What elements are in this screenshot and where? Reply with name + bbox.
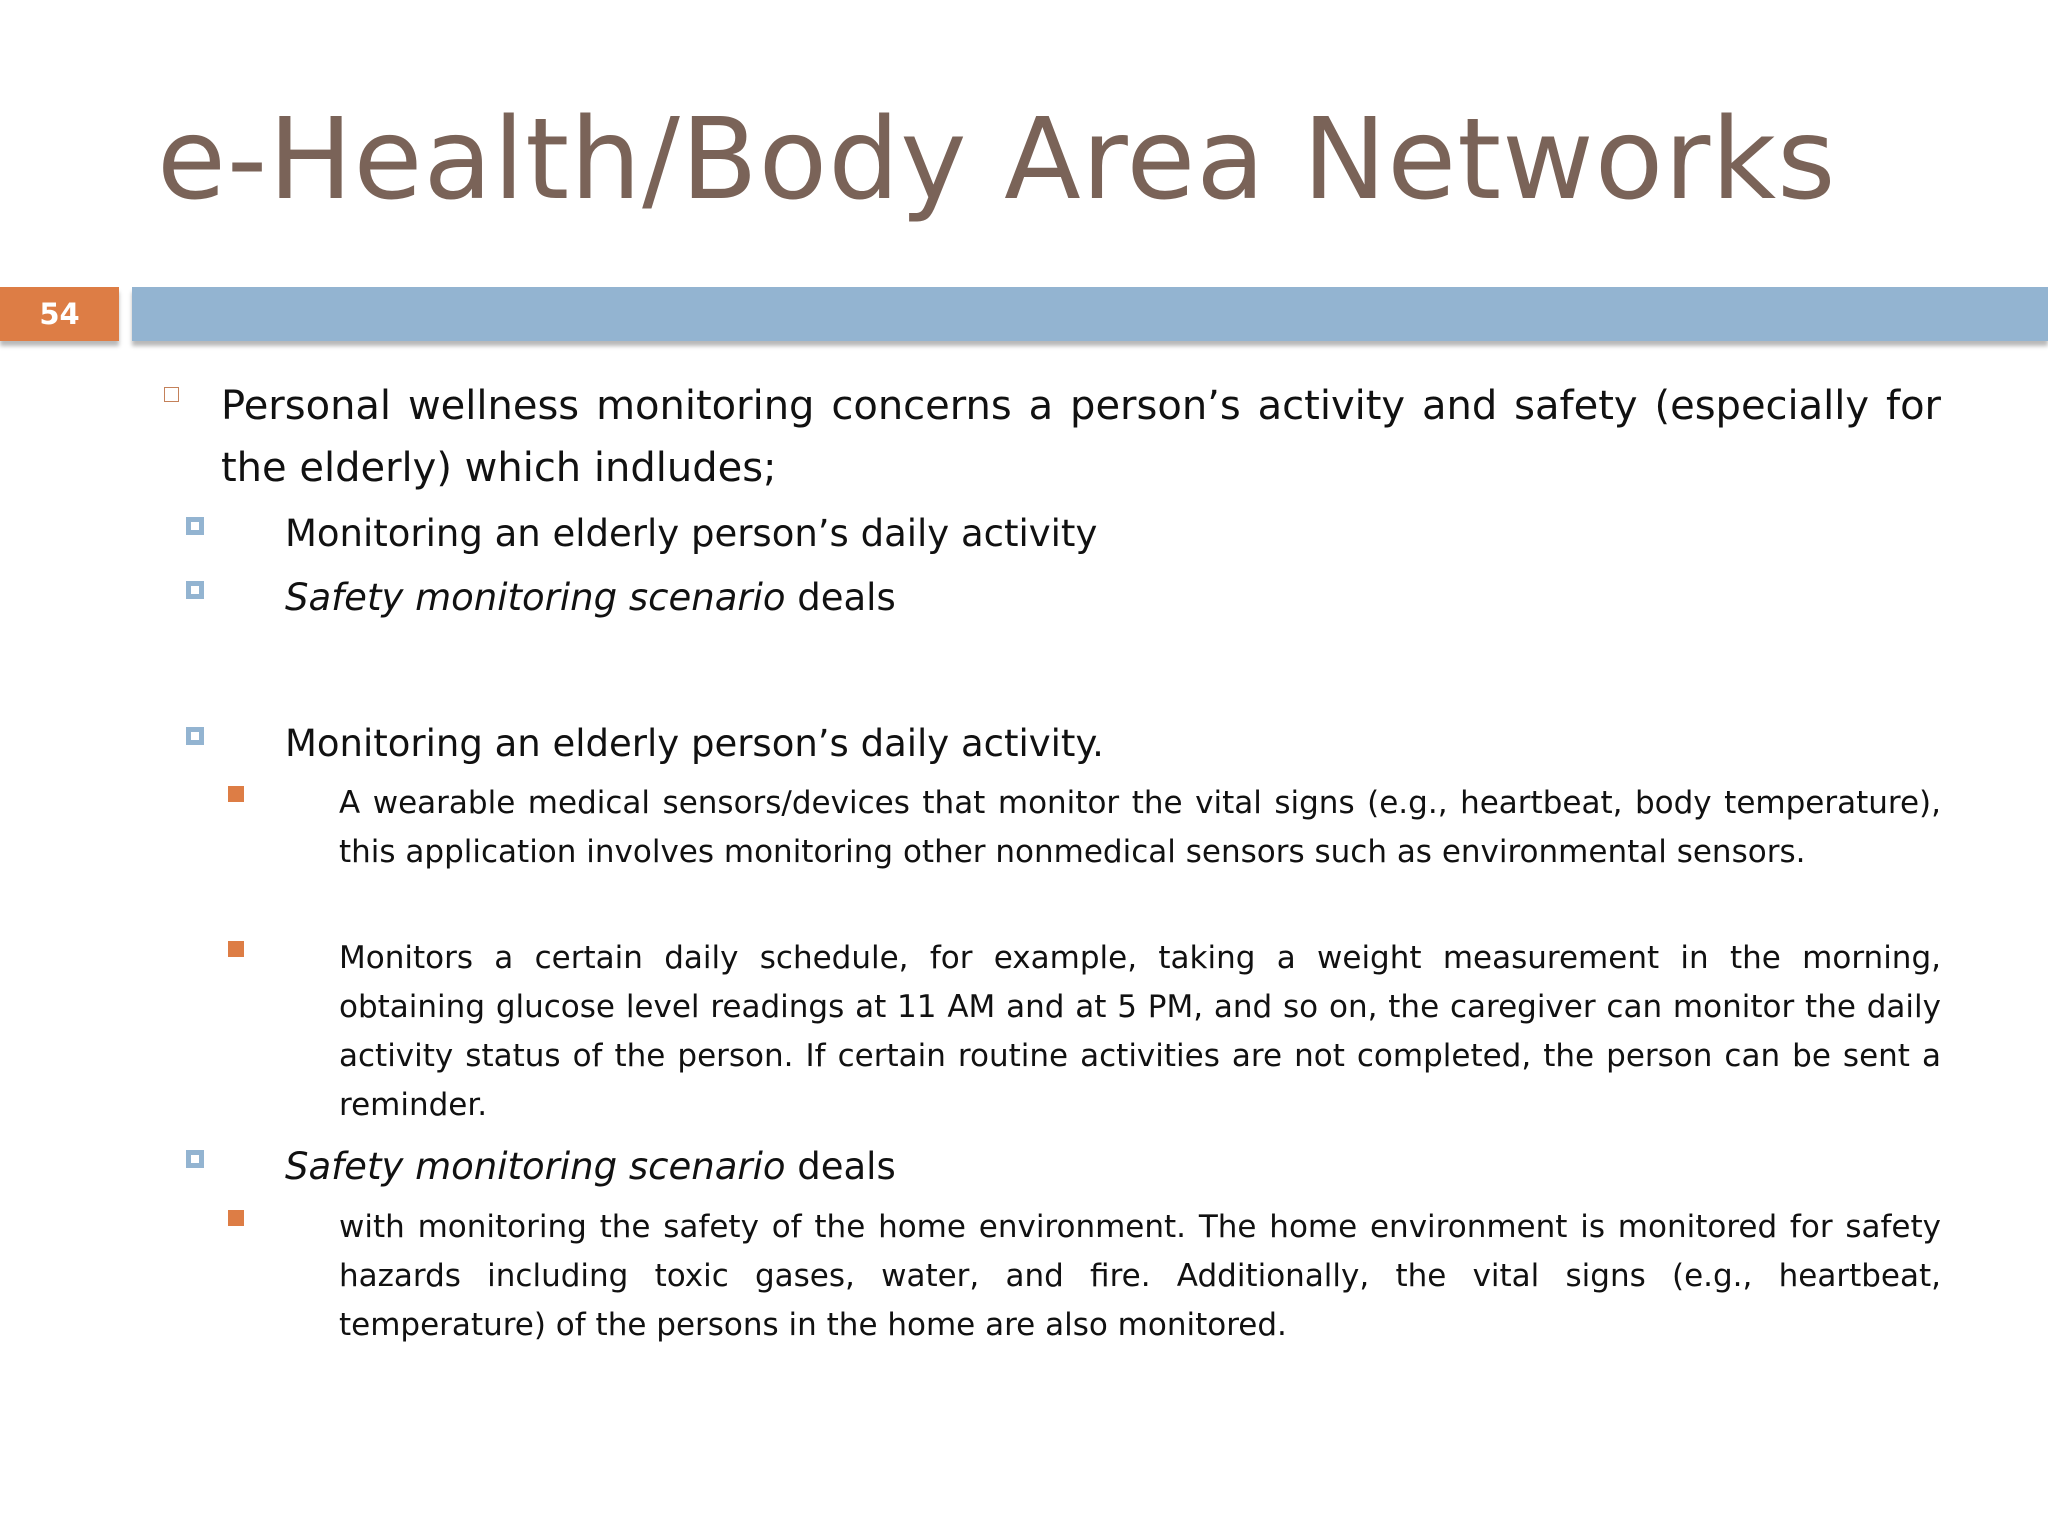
daily-activity-heading: Monitoring an elderly person’s daily activity. bbox=[285, 722, 1104, 765]
slide-number: 54 bbox=[0, 287, 119, 341]
square-bullet-icon bbox=[186, 727, 204, 745]
summary-item-safety-italic: Safety monitoring scenario bbox=[285, 576, 786, 619]
daily-activity-point-1: A wearable medical sensors/devices that monitor the vital signs (e.g., heartbeat, body temperature), this application involves monitoring other nonmedical sensors such as environmental sensors. bbox=[339, 785, 1941, 870]
header-band bbox=[132, 287, 2048, 341]
safety-heading-rest: deals bbox=[785, 1145, 896, 1188]
square-bullet-icon bbox=[186, 581, 204, 599]
safety-heading bbox=[285, 1143, 896, 1191]
slide-title: e-Health/Body Area Networks bbox=[157, 95, 1837, 225]
safety-heading-italic: Safety monitoring scenario bbox=[285, 1145, 786, 1188]
daily-activity-point-2: Monitors a certain daily schedule, for example, taking a weight measurement in the morning, obtaining glucose level readings at 11 AM and at 5 PM, and so on, the caregiver can monitor the daily activity status of the person. If certain routine activities are not completed, the person can be sent a reminder. bbox=[339, 940, 1941, 1123]
safety-point-1: with monitoring the safety of the home environment. The home environment is monitored for safety hazards including toxic gases, water, and fire. Additionally, the vital signs (e.g., heartbeat, temperature) of the persons in the home are also monitored. bbox=[339, 1209, 1941, 1343]
filled-square-bullet-icon bbox=[228, 941, 244, 957]
summary-item-daily-activity: Monitoring an elderly person’s daily activity bbox=[285, 512, 1098, 555]
square-bullet-icon bbox=[186, 1150, 204, 1168]
summary-item-safety bbox=[285, 574, 896, 622]
filled-square-bullet-icon bbox=[228, 1210, 244, 1226]
summary-item-safety-rest: deals bbox=[785, 576, 896, 619]
square-bullet-icon bbox=[186, 517, 204, 535]
filled-square-bullet-icon bbox=[228, 786, 244, 802]
hollow-square-bullet-icon bbox=[164, 387, 179, 402]
intro-paragraph: Personal wellness monitoring concerns a person’s activity and safety (especially for the elderly) which indludes; bbox=[221, 383, 1941, 491]
